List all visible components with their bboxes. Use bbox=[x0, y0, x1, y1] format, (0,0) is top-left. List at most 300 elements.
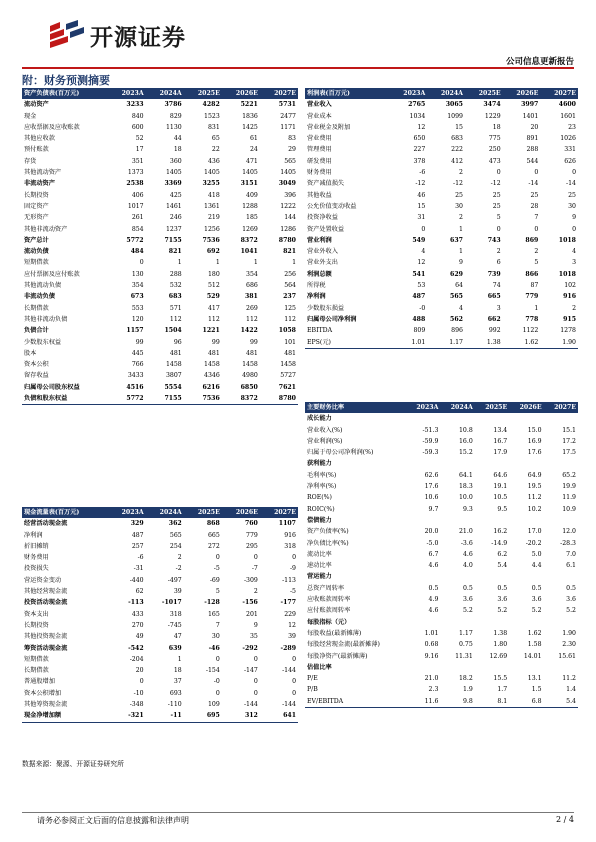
value-cell: 683 bbox=[451, 135, 463, 143]
value-cell: -147 bbox=[243, 667, 258, 675]
value-cell: 102 bbox=[564, 282, 576, 290]
value-cell: -6 bbox=[419, 169, 426, 177]
value-cell: 0 bbox=[292, 554, 296, 562]
table-row bbox=[305, 696, 578, 708]
value-cell: -292 bbox=[242, 644, 258, 652]
value-cell: 2 bbox=[534, 248, 539, 256]
value-cell: -497 bbox=[167, 576, 182, 584]
year-header: 2027E bbox=[544, 402, 578, 413]
value-cell: 1034 bbox=[409, 112, 426, 120]
table-row bbox=[305, 549, 578, 560]
row-label: 应付票据及应付账款 bbox=[24, 270, 80, 278]
value-cell: 564 bbox=[284, 282, 296, 290]
table-row bbox=[22, 257, 298, 268]
row-label: 净利润 bbox=[24, 531, 43, 539]
value-cell: -69 bbox=[209, 576, 220, 584]
value-cell: 5.4 bbox=[544, 696, 578, 708]
row-label: 预付账款 bbox=[24, 146, 49, 154]
value-cell: 0 bbox=[572, 169, 576, 177]
value-cell: 3151 bbox=[240, 180, 258, 188]
value-cell: 1058 bbox=[278, 327, 296, 335]
value-cell: 250 bbox=[488, 146, 501, 154]
table-row bbox=[22, 586, 298, 597]
table-row bbox=[305, 628, 578, 639]
value-cell: 2 bbox=[459, 214, 463, 222]
value-cell: 272 bbox=[207, 542, 220, 550]
value-cell: 1836 bbox=[242, 112, 258, 120]
value-cell: -12 bbox=[453, 180, 463, 188]
value-cell: -144 bbox=[243, 701, 258, 709]
page-number: 2 / 4 bbox=[556, 815, 574, 824]
value-cell: 1.4 bbox=[566, 686, 576, 694]
value-cell: 18 bbox=[492, 123, 501, 131]
value-cell: 779 bbox=[246, 531, 258, 539]
value-cell: 1.62 bbox=[527, 629, 542, 637]
row-label: 归属母公司净利润 bbox=[307, 315, 357, 323]
value-cell: 15 bbox=[455, 123, 463, 131]
value-cell: 74 bbox=[492, 282, 501, 290]
value-cell: 766 bbox=[131, 361, 144, 369]
value-cell: 144 bbox=[284, 214, 296, 222]
table-row bbox=[305, 224, 578, 235]
value-cell: -59.3 bbox=[422, 449, 439, 457]
value-cell: 481 bbox=[284, 349, 296, 357]
value-cell: 1.17 bbox=[427, 337, 465, 349]
value-cell: 3255 bbox=[202, 180, 220, 188]
value-cell: 1.9 bbox=[462, 686, 473, 694]
value-cell: 5772 bbox=[126, 236, 144, 244]
table-row bbox=[22, 325, 298, 336]
value-cell bbox=[440, 571, 474, 582]
value-cell: 1018 bbox=[558, 236, 576, 244]
table-row bbox=[305, 325, 578, 336]
value-cell bbox=[509, 458, 543, 469]
value-cell: 916 bbox=[563, 293, 576, 301]
value-cell: -6 bbox=[137, 554, 144, 562]
value-cell: 112 bbox=[246, 315, 258, 323]
year-header: 2024A bbox=[427, 88, 465, 99]
table-row bbox=[22, 246, 298, 257]
value-cell: 743 bbox=[487, 236, 501, 244]
value-cell: 64.1 bbox=[459, 471, 473, 479]
table-row bbox=[305, 280, 578, 291]
value-cell bbox=[406, 515, 440, 526]
value-cell: 246 bbox=[169, 214, 182, 222]
value-cell: 686 bbox=[246, 282, 258, 290]
value-cell: 219 bbox=[207, 214, 220, 222]
table-row bbox=[305, 291, 578, 302]
row-label: 营业外支出 bbox=[307, 259, 338, 267]
value-cell: 112 bbox=[169, 315, 182, 323]
value-cell: -177 bbox=[280, 599, 296, 607]
row-label: 营运资金变动 bbox=[24, 576, 62, 584]
value-cell bbox=[440, 662, 474, 673]
value-cell: 64.9 bbox=[527, 471, 542, 479]
row-label: 投资损失 bbox=[24, 565, 49, 573]
row-label: 投资活动现金流 bbox=[24, 599, 68, 607]
value-cell: -113 bbox=[282, 576, 296, 584]
table-row bbox=[305, 303, 578, 314]
value-cell: -144 bbox=[282, 667, 296, 675]
value-cell bbox=[475, 662, 509, 673]
value-cell: -289 bbox=[280, 644, 296, 652]
value-cell: 565 bbox=[169, 531, 182, 539]
value-cell: 7.0 bbox=[566, 550, 576, 558]
value-cell: 0 bbox=[534, 225, 539, 233]
row-label: 负债合计 bbox=[24, 327, 49, 335]
value-cell: 9.7 bbox=[428, 505, 439, 513]
value-cell bbox=[544, 413, 578, 424]
value-cell: -110 bbox=[167, 701, 182, 709]
value-cell: 1130 bbox=[165, 123, 182, 131]
table-row bbox=[22, 122, 298, 133]
value-cell: 10.5 bbox=[493, 494, 508, 502]
value-cell: 1.58 bbox=[527, 641, 542, 649]
row-label: 营业外收入 bbox=[307, 248, 338, 256]
row-label: ROE(%) bbox=[307, 494, 332, 502]
value-cell: 65.2 bbox=[562, 471, 576, 479]
year-header: 2023A bbox=[108, 88, 146, 99]
value-cell: 6.7 bbox=[428, 550, 439, 558]
value-cell: 0.5 bbox=[497, 584, 508, 592]
value-cell: 2 bbox=[253, 588, 258, 596]
value-cell: 20 bbox=[135, 667, 144, 675]
value-cell: 10.2 bbox=[527, 505, 542, 513]
table-row bbox=[305, 571, 578, 582]
row-label: 每股净资产(最新摊薄) bbox=[307, 652, 368, 660]
value-cell: 565 bbox=[284, 157, 296, 165]
row-label: 资本支出 bbox=[24, 610, 49, 618]
row-label: 速动比率 bbox=[307, 562, 332, 570]
value-cell: 5221 bbox=[240, 101, 258, 109]
table-row bbox=[305, 639, 578, 650]
value-cell: 915 bbox=[563, 315, 576, 323]
value-cell: 318 bbox=[284, 542, 296, 550]
value-cell: 17.5 bbox=[562, 449, 576, 457]
row-label: 股本 bbox=[24, 349, 37, 357]
year-header: 2026E bbox=[222, 88, 260, 99]
value-cell: 13.1 bbox=[527, 675, 542, 683]
value-cell: 9 bbox=[253, 621, 258, 629]
value-cell: 109 bbox=[207, 701, 220, 709]
value-cell: 1.80 bbox=[493, 641, 508, 649]
row-label: 其他流动负债 bbox=[24, 282, 62, 290]
row-label: 净负债比率(%) bbox=[307, 539, 349, 547]
table-row bbox=[22, 654, 298, 665]
value-cell: 692 bbox=[206, 248, 220, 256]
value-cell: 10.0 bbox=[459, 494, 473, 502]
table-row bbox=[305, 458, 578, 469]
value-cell: 549 bbox=[412, 236, 426, 244]
table-row bbox=[305, 337, 578, 349]
table-row bbox=[22, 699, 298, 710]
value-cell: 229 bbox=[284, 610, 296, 618]
value-cell: 12 bbox=[417, 123, 426, 131]
table-row bbox=[22, 280, 298, 291]
value-cell: 1 bbox=[177, 655, 182, 663]
table-row bbox=[22, 393, 298, 405]
value-cell bbox=[406, 662, 440, 673]
row-label: 毛利率(%) bbox=[307, 471, 337, 479]
year-header: 2024A bbox=[440, 402, 474, 413]
table-row bbox=[305, 583, 578, 594]
value-cell: 360 bbox=[169, 157, 182, 165]
value-cell: 4516 bbox=[126, 383, 144, 391]
value-cell: 4.4 bbox=[531, 562, 542, 570]
value-cell: 14.01 bbox=[523, 652, 542, 660]
row-label: 管理费用 bbox=[307, 146, 332, 154]
value-cell: 83 bbox=[288, 135, 296, 143]
value-cell: 3.6 bbox=[531, 596, 542, 604]
value-cell: -321 bbox=[108, 710, 146, 722]
value-cell: -113 bbox=[128, 599, 144, 607]
value-cell: 201 bbox=[246, 610, 258, 618]
value-cell: 10.9 bbox=[562, 505, 576, 513]
row-label: 现金 bbox=[24, 112, 37, 120]
value-cell: 24 bbox=[249, 146, 258, 154]
value-cell: 5.2 bbox=[566, 607, 576, 615]
value-cell: 665 bbox=[207, 531, 220, 539]
value-cell: -440 bbox=[129, 576, 144, 584]
value-cell: 778 bbox=[525, 315, 539, 323]
value-cell: 1.90 bbox=[540, 337, 578, 349]
value-cell: 99 bbox=[135, 338, 144, 346]
value-cell: -31 bbox=[133, 565, 144, 573]
row-label: 流动比率 bbox=[307, 550, 332, 558]
brand-logo bbox=[48, 20, 186, 50]
value-cell: 130 bbox=[131, 270, 144, 278]
value-cell: 1504 bbox=[164, 327, 182, 335]
value-cell: 19.1 bbox=[493, 483, 508, 491]
value-cell: 1 bbox=[215, 259, 220, 267]
value-cell: 22 bbox=[211, 146, 220, 154]
value-cell: 19.5 bbox=[527, 483, 542, 491]
value-cell: 2477 bbox=[280, 112, 296, 120]
value-cell: 1373 bbox=[127, 169, 144, 177]
value-cell: 12 bbox=[288, 621, 296, 629]
year-header: 2024A bbox=[146, 88, 184, 99]
value-cell: 481 bbox=[207, 349, 220, 357]
row-label: 长期借款 bbox=[24, 304, 49, 312]
value-cell: 4 bbox=[572, 248, 576, 256]
footer-rule bbox=[22, 812, 574, 813]
value-cell: 829 bbox=[169, 112, 182, 120]
row-label: 现金净增加额 bbox=[22, 710, 108, 722]
row-label: 折旧摊销 bbox=[24, 542, 49, 550]
value-cell: 1.90 bbox=[562, 629, 576, 637]
value-cell: 5 bbox=[215, 588, 220, 596]
value-cell: 1.38 bbox=[465, 337, 503, 349]
value-cell: 18.3 bbox=[459, 483, 473, 491]
table-row bbox=[22, 99, 298, 110]
cashflow-grid bbox=[22, 507, 298, 723]
value-cell: 18 bbox=[173, 146, 182, 154]
value-cell: -9 bbox=[289, 565, 296, 573]
table-row bbox=[22, 359, 298, 370]
value-cell: 1157 bbox=[126, 327, 144, 335]
value-cell: 99 bbox=[249, 338, 258, 346]
value-cell: 1461 bbox=[165, 202, 182, 210]
row-label: 其他非流动资产 bbox=[24, 225, 68, 233]
value-cell: 3 bbox=[572, 259, 576, 267]
value-cell: 1237 bbox=[165, 225, 182, 233]
table-row bbox=[22, 518, 298, 529]
table-row bbox=[305, 190, 578, 201]
value-cell: 5727 bbox=[280, 372, 296, 380]
row-label: 短期借款 bbox=[24, 259, 49, 267]
value-cell: 5.2 bbox=[531, 607, 542, 615]
header-rule bbox=[22, 67, 574, 69]
value-cell: 683 bbox=[168, 293, 182, 301]
value-cell: 0 bbox=[253, 689, 258, 697]
value-cell: 1278 bbox=[560, 327, 576, 335]
value-cell: 9.8 bbox=[440, 696, 474, 708]
value-cell: 0 bbox=[215, 689, 220, 697]
financial-ratios-table bbox=[305, 402, 578, 708]
value-cell: 21.0 bbox=[424, 675, 439, 683]
value-cell: 532 bbox=[169, 282, 182, 290]
table-row bbox=[305, 436, 578, 447]
value-cell: 2.3 bbox=[428, 686, 439, 694]
value-cell: 61 bbox=[249, 135, 258, 143]
value-cell: 1 bbox=[534, 304, 539, 312]
value-cell: 487 bbox=[131, 531, 144, 539]
value-cell: 4.0 bbox=[462, 562, 473, 570]
value-cell: 484 bbox=[130, 248, 144, 256]
year-header: 2023A bbox=[406, 402, 440, 413]
value-cell: 354 bbox=[246, 270, 258, 278]
value-cell: 17.6 bbox=[527, 449, 542, 457]
value-cell: 1099 bbox=[447, 112, 463, 120]
year-header: 2025E bbox=[465, 88, 503, 99]
brand-name: 开源证券 bbox=[90, 24, 186, 51]
value-cell: 3433 bbox=[127, 372, 144, 380]
value-cell: 4282 bbox=[202, 101, 220, 109]
row-label: 偿债能力 bbox=[307, 516, 332, 524]
value-cell: 4.6 bbox=[428, 562, 439, 570]
value-cell: 2538 bbox=[126, 180, 144, 188]
row-label: 其他经营现金流 bbox=[24, 588, 68, 596]
table-row bbox=[305, 504, 578, 515]
value-cell: -28.3 bbox=[560, 539, 576, 547]
value-cell: 227 bbox=[413, 146, 426, 154]
value-cell: 1 bbox=[292, 259, 296, 267]
value-cell: 1458 bbox=[204, 361, 220, 369]
row-label: 无形资产 bbox=[24, 214, 49, 222]
value-cell: 1.01 bbox=[390, 337, 428, 349]
section-title: 附：财务预测摘要 bbox=[22, 74, 110, 87]
value-cell: 112 bbox=[284, 315, 296, 323]
value-cell bbox=[475, 515, 509, 526]
row-label: 每股经营现金流(最新摊薄) bbox=[307, 641, 380, 649]
row-label: EV/EBITDA bbox=[305, 696, 406, 708]
value-cell: 257 bbox=[131, 542, 144, 550]
value-cell: 9.5 bbox=[497, 505, 508, 513]
value-cell: 868 bbox=[206, 520, 220, 528]
value-cell: 120 bbox=[131, 315, 144, 323]
value-cell: 31 bbox=[417, 214, 426, 222]
value-cell: -144 bbox=[282, 701, 296, 709]
value-cell: 5.2 bbox=[462, 607, 473, 615]
value-cell: 1405 bbox=[242, 169, 258, 177]
table-row bbox=[305, 246, 578, 257]
value-cell: 473 bbox=[488, 157, 501, 165]
table-row bbox=[305, 133, 578, 144]
table-title: 资产负债表(百万元) bbox=[22, 88, 108, 99]
value-cell: 11.2 bbox=[527, 494, 542, 502]
value-cell: 318 bbox=[169, 610, 182, 618]
value-cell: 0.68 bbox=[424, 641, 439, 649]
value-cell: 4980 bbox=[242, 372, 258, 380]
table-row bbox=[22, 620, 298, 631]
row-label: 成长能力 bbox=[307, 415, 332, 423]
value-cell: 39 bbox=[173, 588, 182, 596]
value-cell: 0.5 bbox=[462, 584, 473, 592]
value-cell: 9 bbox=[459, 259, 463, 267]
value-cell: 49 bbox=[135, 633, 144, 641]
value-cell: 1221 bbox=[202, 327, 220, 335]
year-header: 2027E bbox=[540, 88, 578, 99]
table-row bbox=[22, 597, 298, 608]
row-label: 财务费用 bbox=[24, 554, 49, 562]
row-label: 筹资活动现金流 bbox=[24, 644, 68, 652]
value-cell: 28 bbox=[530, 202, 539, 210]
row-label: 归属于母公司净利润(%) bbox=[307, 449, 374, 457]
value-cell: 650 bbox=[413, 135, 426, 143]
table-row bbox=[22, 676, 298, 687]
value-cell bbox=[406, 571, 440, 582]
value-cell: 1 bbox=[459, 225, 463, 233]
value-cell: 0 bbox=[496, 169, 501, 177]
report-type: 公司信息更新报告 bbox=[505, 57, 574, 67]
value-cell: 112 bbox=[207, 315, 220, 323]
value-cell: 512 bbox=[207, 282, 220, 290]
value-cell: 7621 bbox=[278, 383, 296, 391]
table-row bbox=[22, 212, 298, 223]
row-label: 所得税 bbox=[307, 282, 326, 290]
value-cell: 0 bbox=[496, 225, 501, 233]
value-cell: 17.9 bbox=[493, 449, 508, 457]
row-label: 营业利润 bbox=[307, 236, 332, 244]
row-label: 负债和股东权益 bbox=[22, 393, 108, 405]
value-cell: -154 bbox=[205, 667, 220, 675]
cash-flow-table bbox=[22, 507, 298, 723]
row-label: 流动负债 bbox=[24, 248, 49, 256]
value-cell bbox=[509, 662, 543, 673]
row-label: 营业税金及附加 bbox=[307, 123, 351, 131]
value-cell: 396 bbox=[284, 191, 296, 199]
value-cell: 0 bbox=[215, 655, 220, 663]
table-row bbox=[22, 643, 298, 654]
row-label: EPS(元) bbox=[305, 337, 390, 349]
table-row bbox=[305, 605, 578, 616]
value-cell: 409 bbox=[246, 191, 258, 199]
value-cell: 1 bbox=[459, 248, 463, 256]
value-cell: 417 bbox=[207, 304, 220, 312]
value-cell: 99 bbox=[211, 338, 220, 346]
value-cell: 1122 bbox=[522, 327, 539, 335]
value-cell: -5 bbox=[213, 565, 220, 573]
table-row bbox=[22, 665, 298, 676]
value-cell: 840 bbox=[131, 112, 144, 120]
value-cell: 8780 bbox=[260, 393, 298, 405]
row-label: 长期借款 bbox=[24, 667, 49, 675]
value-cell: 62.6 bbox=[424, 471, 439, 479]
table-row bbox=[22, 563, 298, 574]
value-cell: 1026 bbox=[560, 135, 576, 143]
value-cell: -0 bbox=[213, 678, 220, 686]
value-cell: 1405 bbox=[280, 169, 296, 177]
